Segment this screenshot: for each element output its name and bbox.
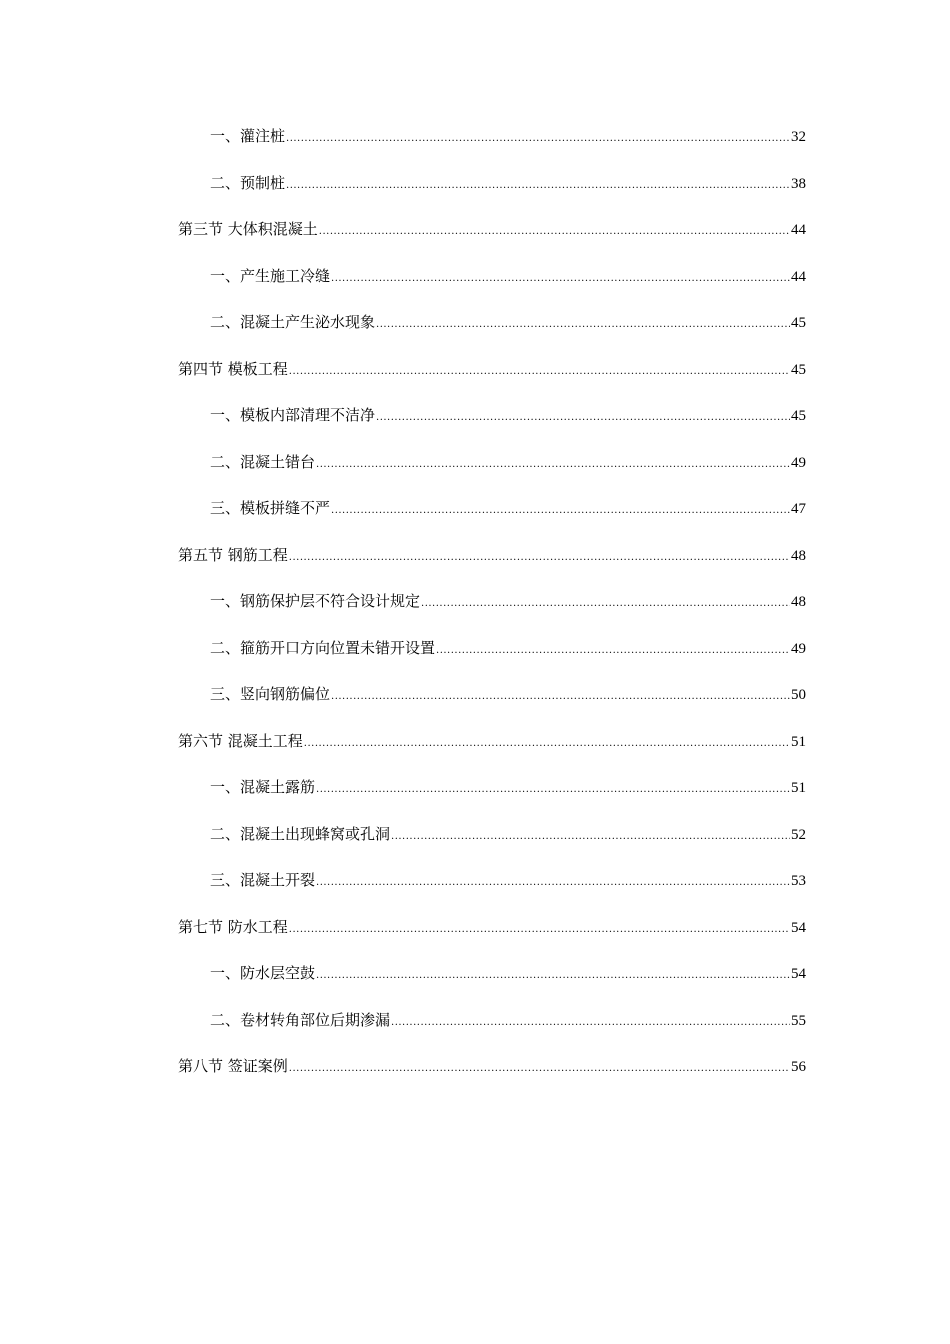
toc-page-number: 32: [791, 129, 806, 145]
toc-dot-leader: [376, 310, 790, 340]
toc-dot-leader: [319, 217, 790, 247]
toc-page-number: 51: [791, 733, 806, 750]
toc-subsection-entry[interactable]: [178, 865, 806, 912]
toc-dot-leader: [316, 450, 790, 480]
toc-entry-title: 一、产生施工冷缝: [210, 266, 331, 285]
toc-page-number: 38: [791, 175, 806, 192]
toc-dot-leader: [331, 682, 790, 712]
toc-entry-title: 一、混凝土露筋: [210, 778, 316, 796]
toc-entry-title: 二、预制桩: [210, 173, 286, 192]
toc-section-entry[interactable]: [178, 354, 806, 401]
toc-dot-leader: [391, 822, 790, 852]
toc-dot-leader: [436, 636, 790, 666]
toc-page-number: 44: [791, 268, 806, 285]
toc-dot-leader: [304, 729, 790, 759]
toc-page-number: 45: [791, 315, 806, 331]
toc-section-entry[interactable]: [178, 726, 806, 773]
toc-page-number: 52: [791, 826, 806, 843]
toc-dot-leader: [421, 589, 790, 619]
toc-entry-title: 二、混凝土错台: [210, 452, 316, 471]
toc-entry-title: 一、钢筋保护层不符合设计规定: [210, 592, 421, 610]
toc-page-number: 47: [791, 501, 806, 517]
toc-page-number: 54: [791, 966, 806, 982]
toc-section-entry[interactable]: [178, 540, 806, 587]
toc-page-number: 48: [791, 594, 806, 610]
toc-subsection-entry[interactable]: [178, 586, 806, 633]
toc-entry-title: 二、卷材转角部位后期渗漏: [210, 1010, 391, 1029]
toc-page-number: 53: [791, 873, 806, 889]
toc-entry-title: 第八节 签证案例: [178, 1057, 288, 1075]
toc-section-entry[interactable]: [178, 1051, 806, 1098]
toc-entry-title: 三、模板拼缝不严: [210, 499, 331, 517]
toc-subsection-entry[interactable]: [178, 121, 806, 168]
toc-dot-leader: [316, 961, 790, 991]
toc-subsection-entry[interactable]: [178, 493, 806, 540]
toc-page-number: 45: [791, 408, 806, 424]
toc-entry-title: 第四节 模板工程: [178, 359, 288, 378]
toc-dot-leader: [376, 403, 790, 433]
toc-entry-title: 一、防水层空鼓: [210, 964, 316, 982]
toc-section-entry[interactable]: [178, 912, 806, 959]
toc-subsection-entry[interactable]: [178, 679, 806, 726]
toc-entry-title: 一、灌注桩: [210, 127, 286, 145]
toc-subsection-entry[interactable]: [178, 168, 806, 215]
toc-dot-leader: [286, 124, 790, 154]
toc-page-number: 49: [791, 454, 806, 471]
toc-subsection-entry[interactable]: [178, 400, 806, 447]
toc-entry-title: 第五节 钢筋工程: [178, 545, 288, 564]
toc-page-number: 56: [791, 1059, 806, 1075]
toc-dot-leader: [316, 868, 790, 898]
toc-page-number: 55: [791, 1012, 806, 1029]
toc-entry-title: 二、混凝土产生泌水现象: [210, 313, 376, 331]
toc-subsection-entry[interactable]: [178, 772, 806, 819]
toc-entry-title: 二、箍筋开口方向位置未错开设置: [210, 638, 436, 657]
toc-dot-leader: [289, 915, 790, 945]
toc-dot-leader: [391, 1008, 790, 1038]
toc-entry-title: 三、竖向钢筋偏位: [210, 685, 331, 703]
toc-entry-title: 一、模板内部清理不洁净: [210, 406, 376, 424]
toc-entry-title: 三、混凝土开裂: [210, 871, 316, 889]
toc-subsection-entry[interactable]: [178, 633, 806, 680]
toc-page-number: 44: [791, 222, 806, 238]
toc-dot-leader: [331, 496, 790, 526]
table-of-contents: [178, 121, 806, 1098]
toc-dot-leader: [289, 1054, 790, 1084]
toc-subsection-entry[interactable]: [178, 261, 806, 308]
toc-dot-leader: [289, 543, 790, 573]
toc-page-number: 50: [791, 687, 806, 703]
toc-dot-leader: [331, 264, 790, 294]
toc-entry-title: 二、混凝土出现蜂窝或孔洞: [210, 824, 391, 843]
toc-section-entry[interactable]: [178, 214, 806, 261]
toc-subsection-entry[interactable]: [178, 958, 806, 1005]
toc-entry-title: 第三节 大体积混凝土: [178, 220, 318, 238]
toc-dot-leader: [316, 775, 790, 805]
toc-dot-leader: [289, 357, 790, 387]
toc-page-number: 45: [791, 361, 806, 378]
toc-page-number: 49: [791, 640, 806, 657]
toc-dot-leader: [286, 171, 790, 201]
toc-page-number: 48: [791, 547, 806, 564]
toc-entry-title: 第六节 混凝土工程: [178, 731, 303, 750]
toc-page-number: 51: [791, 780, 806, 796]
toc-subsection-entry[interactable]: [178, 447, 806, 494]
toc-entry-title: 第七节 防水工程: [178, 917, 288, 936]
toc-subsection-entry[interactable]: [178, 1005, 806, 1052]
toc-page-number: 54: [791, 919, 806, 936]
toc-subsection-entry[interactable]: [178, 307, 806, 354]
toc-subsection-entry[interactable]: [178, 819, 806, 866]
